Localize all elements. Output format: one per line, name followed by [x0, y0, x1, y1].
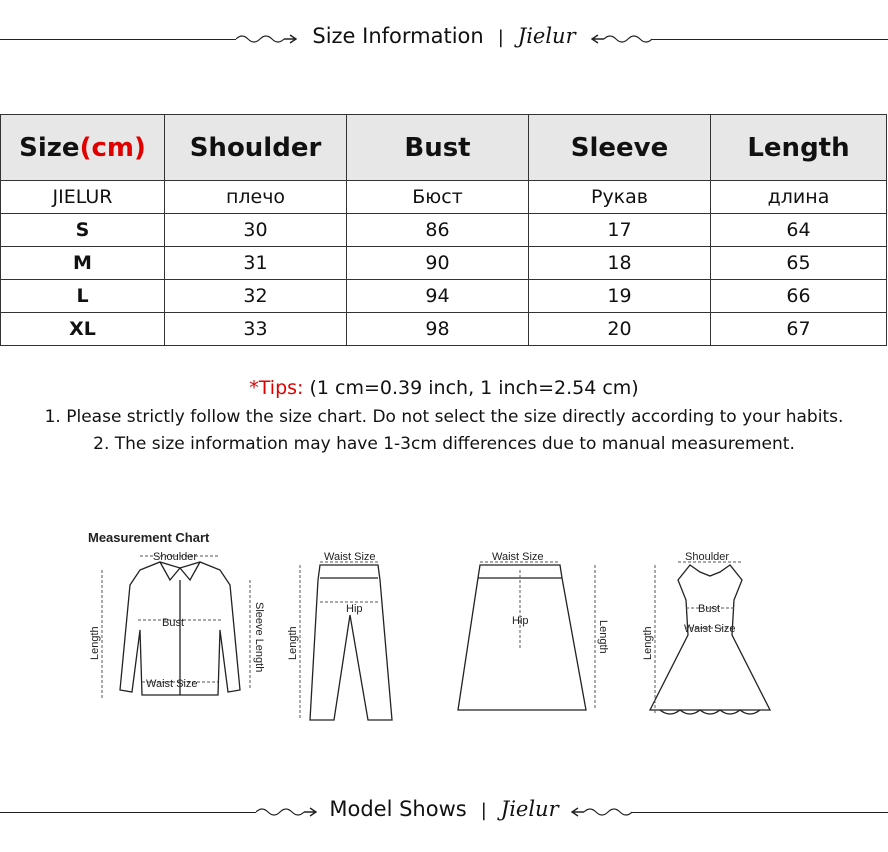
- table-row: [1, 313, 887, 346]
- table-cell: 67: [711, 313, 887, 346]
- label-dress-length: Length: [642, 626, 654, 660]
- col-header-sleeve: Sleeve: [529, 115, 711, 181]
- size-cell: S: [1, 214, 165, 247]
- banner-title-row: [0, 797, 888, 821]
- table-cell: 20: [529, 313, 711, 346]
- table-cell: 17: [529, 214, 711, 247]
- label-dress-bust: Bust: [698, 603, 721, 615]
- label-skirt-waist: Waist Size: [492, 551, 544, 563]
- table-row: [1, 247, 887, 280]
- size-cell: XL: [1, 313, 165, 346]
- measurement-chart: [80, 520, 780, 740]
- label-shirt-shoulder: Shoulder: [153, 551, 198, 563]
- table-cell: 32: [165, 280, 347, 313]
- table-cell: 18: [529, 247, 711, 280]
- pants-outline: [310, 565, 392, 720]
- label-shirt-waist: Waist Size: [146, 678, 198, 690]
- table-header-row: [1, 115, 887, 181]
- brand-name: Jielur: [500, 797, 559, 821]
- subheader-cell: Рукав: [529, 181, 711, 214]
- table-cell: 65: [711, 247, 887, 280]
- subheader-cell: JIELUR: [1, 181, 165, 214]
- label-shirt-length: Length: [89, 626, 101, 660]
- divider-right: [652, 39, 888, 40]
- table-row: [1, 280, 887, 313]
- table-cell: 30: [165, 214, 347, 247]
- brand-name: Jielur: [517, 24, 576, 48]
- divider-right: [632, 812, 888, 813]
- tips-line: [0, 377, 888, 399]
- table-cell: 64: [711, 214, 887, 247]
- subheader-cell: длина: [711, 181, 887, 214]
- banner-title-row: [0, 24, 888, 48]
- tips-label: *Tips:: [249, 377, 304, 399]
- table-cell: 19: [529, 280, 711, 313]
- size-cell: L: [1, 280, 165, 313]
- label-skirt-length: Length: [597, 620, 609, 654]
- col-header-shoulder: Shoulder: [165, 115, 347, 181]
- skirt-outline: [458, 565, 586, 710]
- tips-conversion: (1 cm=0.39 inch, 1 inch=2.54 cm): [309, 377, 639, 399]
- label-pants-hip: Hip: [346, 603, 363, 615]
- model-shows-banner: [0, 793, 888, 833]
- title-separator: |: [497, 27, 504, 48]
- label-skirt-hip: Hip: [512, 615, 529, 627]
- section-title: Model Shows: [329, 797, 467, 821]
- title-separator: |: [480, 800, 487, 821]
- size-table: [0, 114, 887, 346]
- label-shirt-bust: Bust: [162, 617, 185, 629]
- subheader-cell: Бюст: [347, 181, 529, 214]
- chart-title: Measurement Chart: [88, 530, 210, 545]
- table-subheader-row: [1, 181, 887, 214]
- label-shirt-sleeve: Sleeve Length: [253, 602, 265, 673]
- label-dress-waist: Waist Size: [684, 623, 736, 635]
- label-pants-waist: Waist Size: [324, 551, 376, 563]
- col-header-bust: Bust: [347, 115, 529, 181]
- table-cell: 33: [165, 313, 347, 346]
- table-cell: 94: [347, 280, 529, 313]
- tips-note-2: 2. The size information may have 1-3cm differences due to manual measurement.: [93, 434, 795, 454]
- section-title: Size Information: [312, 24, 484, 48]
- label-dress-shoulder: Shoulder: [685, 551, 730, 563]
- table-cell: 66: [711, 280, 887, 313]
- table-cell: 98: [347, 313, 529, 346]
- label-pants-length: Length: [287, 626, 299, 660]
- table-row: [1, 214, 887, 247]
- col-header-size: Size(cm): [1, 115, 165, 181]
- table-cell: 86: [347, 214, 529, 247]
- size-cell: M: [1, 247, 165, 280]
- table-cell: 90: [347, 247, 529, 280]
- tips-note-1: 1. Please strictly follow the size chart. Do not select the size directly according to your habits.: [44, 407, 844, 427]
- swirl-right-icon: [590, 30, 652, 50]
- size-info-banner: [0, 20, 888, 60]
- table-cell: 31: [165, 247, 347, 280]
- col-header-length: Length: [711, 115, 887, 181]
- swirl-right-icon: [570, 803, 632, 823]
- measurement-chart-drawing: [80, 520, 780, 740]
- subheader-cell: плечо: [165, 181, 347, 214]
- dress-outline: [650, 565, 770, 710]
